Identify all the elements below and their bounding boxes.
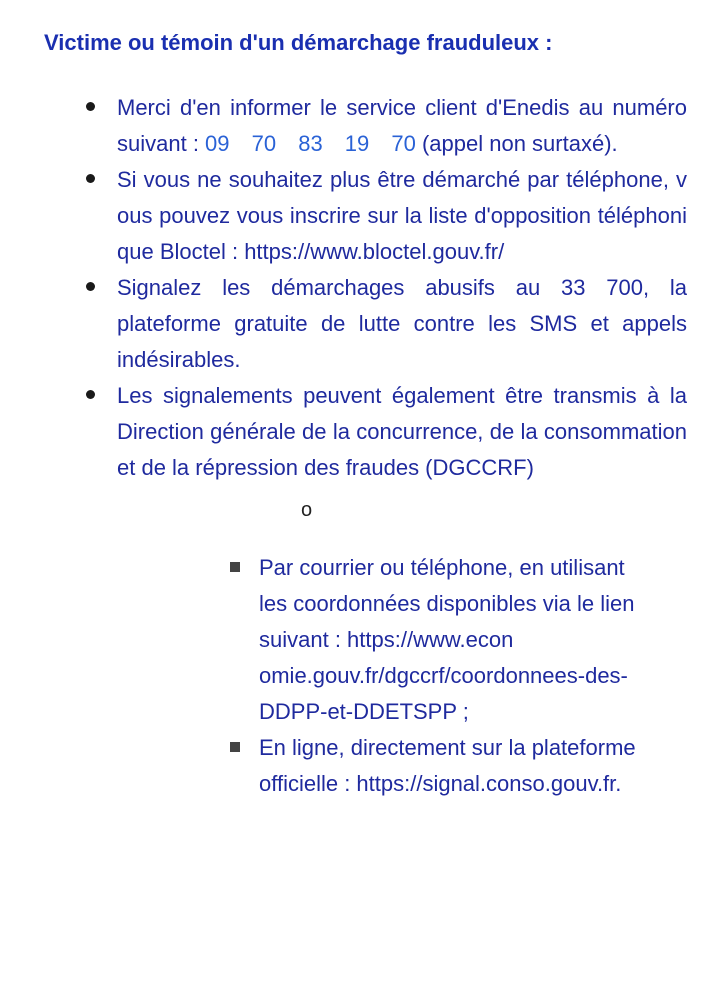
dgccrf-text: Les signalements peuvent également être transmis à la Direction générale de la concurrence, de la consommation et de la répression des fraudes (DGCCRF) — [117, 383, 687, 480]
bloctel-text: Si vous ne souhaitez plus être démarché par téléphone, vous pouvez vous inscrire sur la liste d'opposition téléphonique Bloctel : https://www.bloctel.gouv.fr/ — [117, 167, 687, 264]
list-item — [0, 90, 719, 162]
text-line: omie.gouv.fr/dgccrf/coordonnees-des- — [259, 663, 628, 688]
bullet-icon — [86, 390, 95, 399]
bullet-icon — [86, 174, 95, 183]
text-line: les coordonnées disponibles via le lien — [259, 591, 635, 616]
phone-link[interactable]: 09 70 83 19 70 — [205, 131, 416, 156]
sub-list-marker: o — [301, 499, 313, 521]
sub-item-courrier — [259, 550, 689, 730]
bullet-icon — [86, 102, 95, 111]
square-bullet-icon — [230, 742, 240, 752]
text-line: suivant : https://www.econ — [259, 627, 514, 652]
text-line: officielle : https://signal.conso.gouv.fr. — [259, 771, 622, 796]
section-heading: Victime ou témoin d'un démarchage frauduleux : — [44, 30, 553, 55]
bullet-list — [0, 90, 719, 802]
signalement-text: Signalez les démarchages abusifs au 33 700, la plateforme gratuite de lutte contre les SMS et appels indésirables. — [117, 275, 687, 372]
text-line: Par courrier ou téléphone, en utilisant — [259, 555, 625, 580]
square-bullet-icon — [230, 562, 240, 572]
list-item — [0, 378, 719, 802]
bullet-icon — [86, 282, 95, 291]
text-line: En ligne, directement sur la plateforme — [259, 735, 636, 760]
sub-list — [0, 550, 719, 802]
text-line: DDPP-et-DDETSPP ; — [259, 699, 469, 724]
sub-list-item — [0, 550, 719, 730]
enedis-text: Merci d'en informer le service client d'Enedis au numéro suivant : — [117, 95, 687, 156]
sub-item-en-ligne — [259, 730, 689, 802]
list-item — [0, 162, 719, 270]
list-item-text — [117, 90, 687, 162]
sub-list-item — [0, 730, 719, 802]
enedis-text-end: (appel non surtaxé). — [415, 131, 618, 156]
list-item — [0, 270, 719, 378]
